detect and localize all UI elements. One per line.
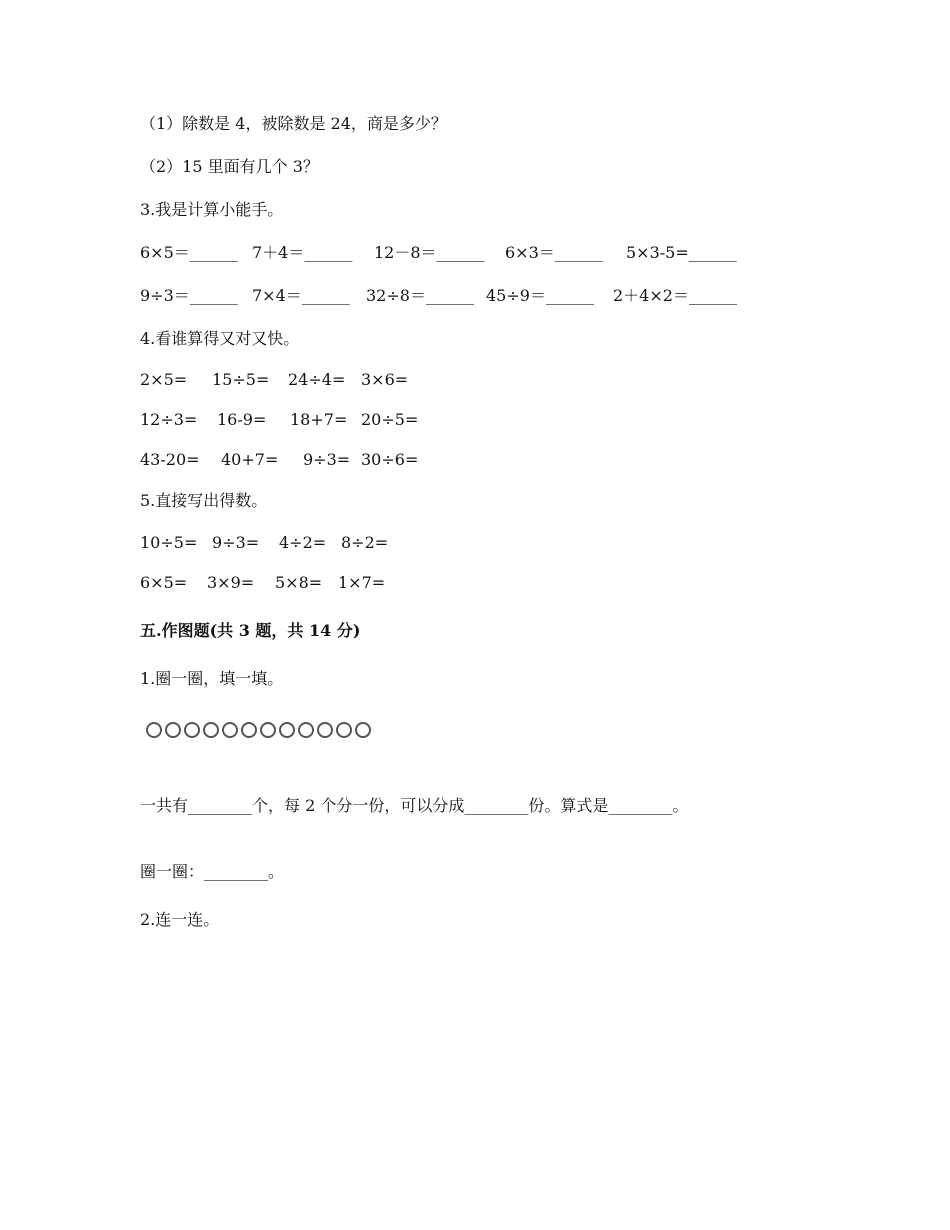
- circle-icon: [355, 722, 371, 738]
- expr: 32÷8＝______: [366, 286, 474, 305]
- expr: 18+7=: [290, 410, 348, 429]
- circle-answer: 圈一圈：________。: [140, 862, 285, 881]
- expr: 45÷9＝______: [486, 286, 594, 305]
- expr: 2＋4×2＝______: [613, 286, 737, 305]
- expr: 8÷2=: [341, 533, 389, 552]
- expr: 6×3＝______: [505, 243, 603, 262]
- section-3-title: 3.我是计算小能手。: [140, 200, 284, 219]
- expr: 43-20=: [140, 450, 200, 469]
- expr: 24÷4=: [288, 370, 346, 389]
- circle-icon: [279, 722, 295, 738]
- expr: 16-9=: [217, 410, 267, 429]
- circle-icon: [317, 722, 333, 738]
- circle-row: [146, 722, 371, 738]
- expr: 2×5=: [140, 370, 188, 389]
- expr: 1×7=: [338, 573, 386, 592]
- part-5-q1-title: 1.圈一圈，填一填。: [140, 669, 284, 688]
- expr: 9÷3=: [303, 450, 351, 469]
- fill-in-sentence: 一共有________个，每 2 个分一份，可以分成________份。算式是________。: [140, 796, 689, 815]
- expr: 9÷3=: [212, 533, 260, 552]
- expr: 5×3-5=______: [626, 243, 737, 262]
- expr: 10÷5=: [140, 533, 198, 552]
- circle-icon: [298, 722, 314, 738]
- expr: 7×4＝______: [252, 286, 350, 305]
- expr: 3×9=: [207, 573, 255, 592]
- circle-icon: [241, 722, 257, 738]
- expr: 6×5=: [140, 573, 188, 592]
- question-1: （1）除数是 4，被除数是 24，商是多少？: [140, 114, 447, 133]
- section-5-title: 5.直接写出得数。: [140, 491, 268, 510]
- part-5-heading: 五.作图题(共 3 题，共 14 分): [140, 621, 361, 640]
- circle-icon: [260, 722, 276, 738]
- part-5-q2-title: 2.连一连。: [140, 910, 220, 929]
- expr: 6×5＝______: [140, 243, 238, 262]
- expr: 4÷2=: [279, 533, 327, 552]
- circle-icon: [165, 722, 181, 738]
- expr: 20÷5=: [361, 410, 419, 429]
- circle-icon: [222, 722, 238, 738]
- circle-icon: [203, 722, 219, 738]
- expr: 30÷6=: [361, 450, 419, 469]
- question-2: （2）15 里面有几个 3？: [140, 157, 319, 176]
- expr: 40+7=: [221, 450, 279, 469]
- expr: 12－8＝______: [374, 243, 485, 262]
- expr: 15÷5=: [212, 370, 270, 389]
- expr: 3×6=: [361, 370, 409, 389]
- circle-icon: [146, 722, 162, 738]
- section-4-title: 4.看谁算得又对又快。: [140, 329, 300, 348]
- expr: 5×8=: [275, 573, 323, 592]
- expr: 7＋4＝______: [252, 243, 353, 262]
- expr: 9÷3＝______: [140, 286, 238, 305]
- expr: 12÷3=: [140, 410, 198, 429]
- circle-icon: [184, 722, 200, 738]
- circle-icon: [336, 722, 352, 738]
